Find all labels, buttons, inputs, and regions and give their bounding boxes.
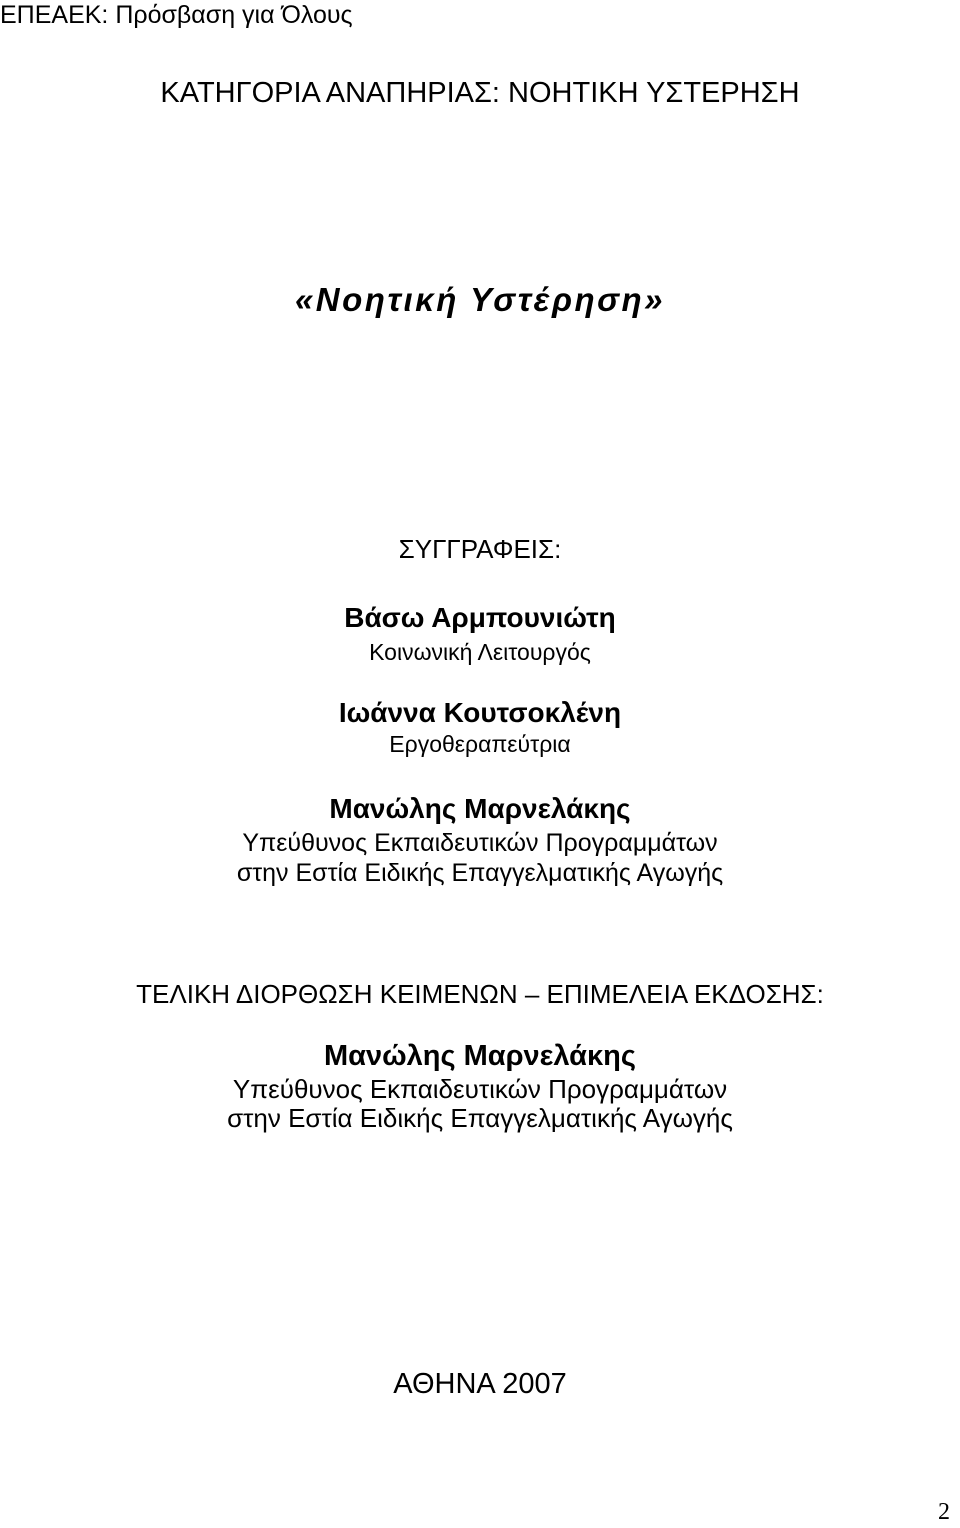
category-heading: ΚΑΤΗΓΟΡΙΑ ΑΝΑΠΗΡΙΑΣ: ΝΟΗΤΙΚΗ ΥΣΤΕΡΗΣΗ [160,77,800,109]
page-number: 2 [938,1499,950,1525]
author-role: Κοινωνική Λειτουργός [369,639,591,665]
editor-role: Υπεύθυνος Εκπαιδευτικών Προγραμμάτων [232,1074,728,1104]
document-title: «Νοητική Υστέρηση» [294,281,666,318]
author-role: Υπεύθυνος Εκπαιδευτικών Προγραμμάτων [242,829,718,857]
place-year: ΑΘΗΝΑ 2007 [393,1368,567,1400]
authors-label: ΣΥΓΓΡΑΦΕΙΣ: [398,534,562,564]
author-name: Βάσω Αρμπουνιώτη [344,602,616,633]
author-role: στην Εστία Ειδικής Επαγγελματικής Αγωγής [236,859,724,887]
author-name: Ιωάννα Κουτσοκλένη [338,697,622,728]
author-role: Εργοθεραπεύτρια [389,731,571,757]
document-header: ΕΠΕΑΕΚ: Πρόσβαση για Όλους [0,1,353,29]
editing-label: ΤΕΛΙΚΗ ΔΙΟΡΘΩΣΗ ΚΕΙΜΕΝΩΝ – ΕΠΙΜΕΛΕΙΑ ΕΚΔΟΣΗΣ: [136,979,824,1009]
editor-role: στην Εστία Ειδικής Επαγγελματικής Αγωγής [227,1103,733,1133]
author-name: Μανώλης Μαρνελάκης [329,793,631,824]
editor-name: Μανώλης Μαρνελάκης [324,1040,636,1072]
